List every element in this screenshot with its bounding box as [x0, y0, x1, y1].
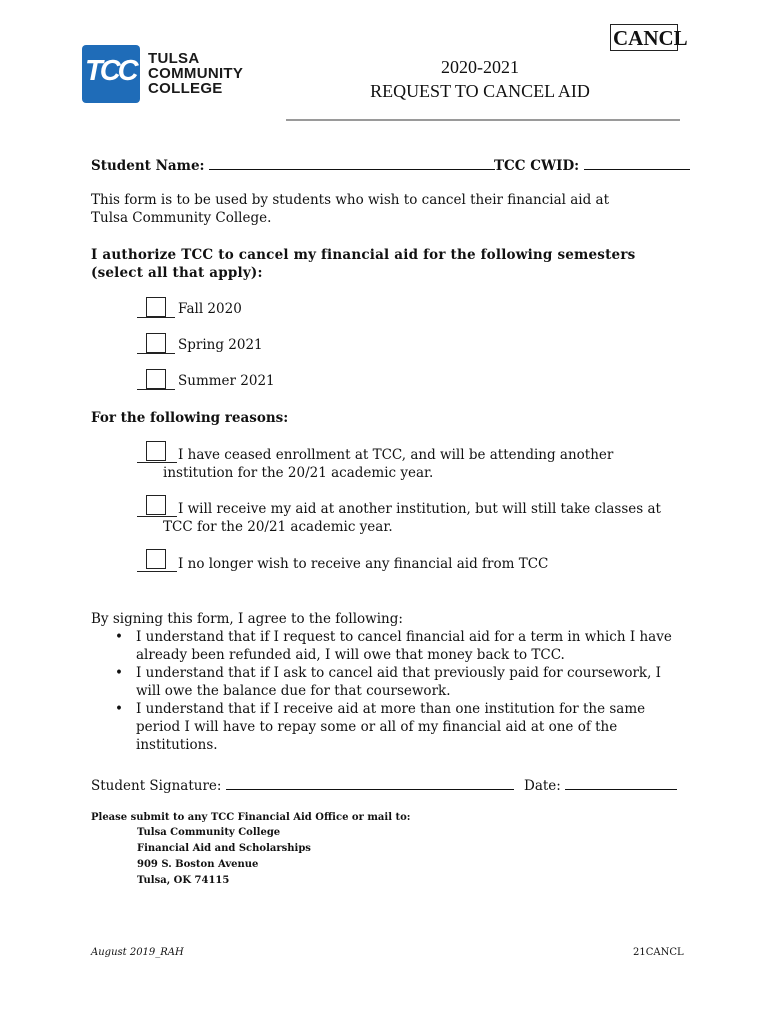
agreement-list: [91, 628, 681, 754]
reason-text-1: I have ceased enrollment at TCC, and will be attending another institution for the 20/21 academic year.: [163, 447, 614, 481]
address-line: 909 S. Boston Avenue: [137, 859, 259, 870]
logo-line-2: COMMUNITY: [148, 65, 244, 82]
reasons-heading: For the following reasons:: [91, 410, 289, 426]
address-line: Tulsa, OK 74115: [137, 875, 230, 886]
student-name-field[interactable]: [209, 155, 495, 170]
student-name-label: Student Name:: [91, 158, 205, 174]
signature-label: Student Signature:: [91, 778, 222, 794]
tcc-logo-mark: [82, 45, 140, 103]
agreement-item: • I understand that if I receive aid at more than one institution for the same period I will have to repay some or all of my financial aid at one of the institutions.: [91, 700, 681, 754]
title-divider: [286, 119, 680, 121]
mailing-address: [137, 825, 311, 889]
tcc-logo-mark-text: TCC: [85, 55, 136, 87]
title-block: [330, 55, 630, 103]
logo-line-1: TULSA: [148, 50, 200, 67]
intro-text: This form is to be used by students who wish to cancel their financial aid at Tulsa Community College.: [91, 192, 610, 226]
date-row: [524, 775, 677, 795]
authorize-text: I authorize TCC to cancel my financial aid for the following semesters (select all that apply):: [91, 247, 636, 281]
semester-line: [137, 317, 175, 318]
address-line: Financial Aid and Scholarships: [137, 843, 311, 854]
reason-line: [137, 571, 177, 572]
reason-text-3: I no longer wish to receive any financial aid from TCC: [178, 556, 549, 572]
cwid-field[interactable]: [584, 155, 690, 170]
date-field[interactable]: [565, 775, 677, 790]
logo-line-3: COLLEGE: [148, 80, 223, 97]
tcc-logo-wordmark: [148, 51, 243, 96]
agreement-item: • I understand that if I ask to cancel aid that previously paid for coursework, I will owe the balance due for that coursework.: [91, 664, 681, 700]
semester-label-spring: Spring 2021: [178, 337, 263, 353]
semester-checkbox-summer[interactable]: [146, 369, 166, 389]
semester-line: [137, 389, 175, 390]
semester-line: [137, 353, 175, 354]
date-label: Date:: [524, 778, 561, 794]
submit-instruction: Please submit to any TCC Financial Aid Office or mail to:: [91, 812, 411, 823]
student-name-row: [91, 155, 495, 175]
cwid-label: TCC CWID:: [494, 158, 580, 174]
footer-form-id: 21CANCL: [633, 947, 684, 958]
signature-field[interactable]: [226, 775, 514, 790]
form-code: CANCL: [613, 26, 688, 50]
form-code-box: [610, 24, 688, 51]
semester-label-fall: Fall 2020: [178, 301, 242, 317]
footer-revision: August 2019_RAH: [91, 947, 184, 958]
cwid-row: [494, 155, 690, 175]
agreement-item: • I understand that if I request to cancel financial aid for a term in which I have already been refunded aid, I will owe that money back to TCC.: [91, 628, 681, 664]
agreement-intro: By signing this form, I agree to the following:: [91, 611, 403, 627]
reason-text-2: I will receive my aid at another institution, but will still take classes at TCC for the 20/21 academic year.: [163, 501, 661, 535]
semester-label-summer: Summer 2021: [178, 373, 275, 389]
signature-row: [91, 775, 514, 795]
semester-checkbox-spring[interactable]: [146, 333, 166, 353]
tcc-logo: [82, 45, 252, 107]
address-line: Tulsa Community College: [137, 827, 281, 838]
form-title: REQUEST TO CANCEL AID: [370, 81, 590, 101]
reason-checkbox-3[interactable]: [146, 549, 166, 569]
form-year: 2020-2021: [441, 57, 519, 77]
semester-checkbox-fall[interactable]: [146, 297, 166, 317]
